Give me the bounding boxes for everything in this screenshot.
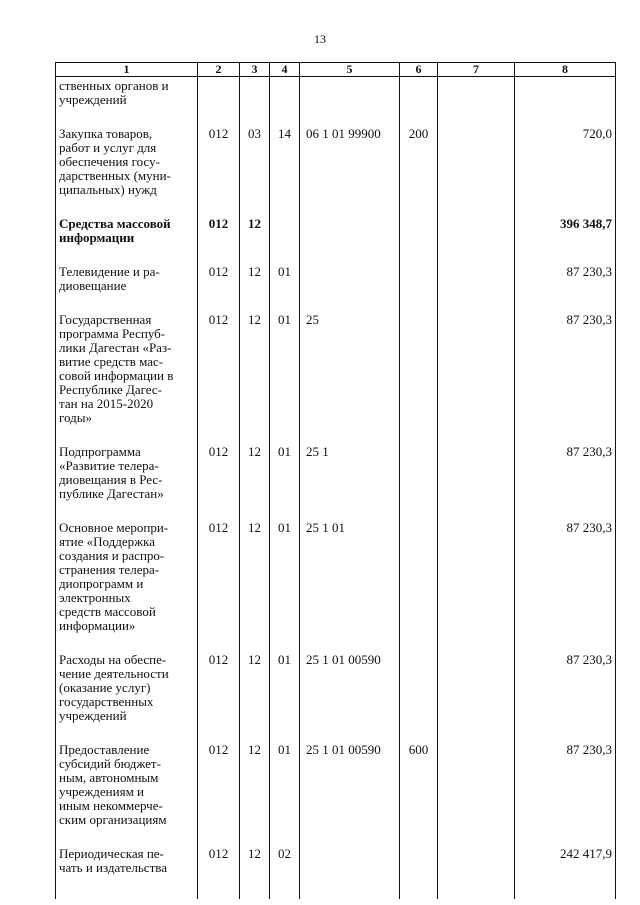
column-header-6: 6 [400,63,438,77]
spacer-cell [438,875,515,899]
row-name-line: годы» [59,410,92,425]
spacer-cell [515,293,616,313]
column-header-7: 7 [438,63,515,77]
spacer-cell [270,425,300,445]
spacer-cell [400,723,438,743]
expense-type-code [400,313,438,425]
row-name-line: субсидий бюджет- [59,756,161,771]
spacer-cell [198,875,240,899]
row-name-line: дарственных (муни- [59,168,171,183]
row-spacer [56,501,616,521]
section-code: 12 [240,847,270,875]
row-name [56,521,198,633]
row-name-line: чать и издательства [59,860,167,875]
admin-code: 012 [198,445,240,501]
spacer-cell [198,827,240,847]
subsection-code [270,217,300,245]
row-name-line: Средства массовой [59,216,171,231]
spacer-cell [198,425,240,445]
spacer-cell [300,827,400,847]
subsection-code: 02 [270,847,300,875]
spacer-cell [56,107,198,127]
amount: 396 348,7 [515,217,616,245]
admin-code: 012 [198,521,240,633]
row-name-line: «Развитие телера- [59,458,159,473]
spacer-cell [240,633,270,653]
spacer-cell [438,197,515,217]
spacer-cell [515,875,616,899]
subsection-code: 14 [270,127,300,197]
spacer-cell [56,501,198,521]
expense-type-code [400,847,438,875]
spacer-cell [438,425,515,445]
row-spacer [56,723,616,743]
spacer-cell [400,875,438,899]
spacer-cell [198,197,240,217]
section-code [240,77,270,108]
column-7-value [438,265,515,293]
target-article-code [300,77,400,108]
table-header [56,63,616,77]
admin-code: 012 [198,127,240,197]
spacer-cell [270,501,300,521]
target-article-code: 25 1 01 00590 [300,743,400,827]
subsection-code: 01 [270,521,300,633]
row-name-line: Телевидение и ра- [59,264,160,279]
column-7-value [438,217,515,245]
row-name-line: государственных [59,694,154,709]
spacer-cell [300,633,400,653]
target-article-code [300,217,400,245]
column-7-value [438,653,515,723]
row-name-line: ным, автономным [59,770,159,785]
column-7-value [438,521,515,633]
expense-type-code [400,77,438,108]
amount: 87 230,3 [515,521,616,633]
spacer-cell [400,633,438,653]
subsection-code [270,77,300,108]
spacer-cell [300,425,400,445]
spacer-cell [438,827,515,847]
spacer-cell [240,425,270,445]
expense-type-code: 200 [400,127,438,197]
row-spacer [56,245,616,265]
amount: 87 230,3 [515,653,616,723]
subsection-code: 01 [270,265,300,293]
row-name-line: учреждений [59,708,127,723]
row-name-line: диовещания в Рес- [59,472,163,487]
budget-table [55,62,616,899]
row-spacer [56,827,616,847]
spacer-cell [240,723,270,743]
row-spacer [56,197,616,217]
table-row [56,127,616,197]
expense-type-code [400,265,438,293]
spacer-cell [400,425,438,445]
row-name-line: создания и распро- [59,548,165,563]
table-row [56,77,616,108]
row-name-line: работ и услуг для [59,140,157,155]
row-spacer [56,633,616,653]
table-row [56,265,616,293]
row-spacer [56,107,616,127]
spacer-cell [300,501,400,521]
admin-code: 012 [198,847,240,875]
amount: 242 417,9 [515,847,616,875]
page-number: 13 [314,32,326,46]
column-header-3: 3 [240,63,270,77]
spacer-cell [198,293,240,313]
row-name-line: Республике Дагес- [59,382,162,397]
spacer-cell [270,245,300,265]
column-7-value [438,313,515,425]
spacer-cell [270,875,300,899]
expense-type-code [400,653,438,723]
spacer-cell [198,107,240,127]
admin-code: 012 [198,265,240,293]
column-header-5: 5 [300,63,400,77]
spacer-cell [198,633,240,653]
spacer-cell [300,245,400,265]
spacer-cell [240,197,270,217]
expense-type-code [400,445,438,501]
column-header-4: 4 [270,63,300,77]
spacer-cell [438,107,515,127]
row-name [56,217,198,245]
row-name-line: странения телера- [59,562,160,577]
target-article-code: 25 1 01 [300,521,400,633]
spacer-cell [515,197,616,217]
target-article-code [300,847,400,875]
expense-type-code [400,217,438,245]
spacer-cell [400,107,438,127]
subsection-code: 01 [270,743,300,827]
target-article-code: 25 1 01 00590 [300,653,400,723]
spacer-cell [515,425,616,445]
row-spacer [56,425,616,445]
column-header-8: 8 [515,63,616,77]
row-name-line: Закупка товаров, [59,126,153,141]
spacer-cell [300,875,400,899]
section-code: 03 [240,127,270,197]
row-name-line: ским организациям [59,812,167,827]
target-article-code: 06 1 01 99900 [300,127,400,197]
column-header-1: 1 [56,63,198,77]
amount [515,77,616,108]
spacer-cell [515,107,616,127]
spacer-cell [198,723,240,743]
section-code: 12 [240,217,270,245]
row-name-line: ственных органов и [59,78,169,93]
row-name-line: Подпрограмма [59,444,141,459]
section-code: 12 [240,265,270,293]
amount: 720,0 [515,127,616,197]
target-article-code: 25 1 [300,445,400,501]
row-name-line: чение деятельности [59,666,169,681]
spacer-cell [198,245,240,265]
column-header-2: 2 [198,63,240,77]
amount: 87 230,3 [515,743,616,827]
admin-code: 012 [198,653,240,723]
spacer-cell [56,425,198,445]
row-name-line: публике Дагестан» [59,486,164,501]
spacer-cell [56,245,198,265]
table-row [56,445,616,501]
spacer-cell [56,723,198,743]
spacer-cell [438,501,515,521]
spacer-cell [270,827,300,847]
row-name-line: программа Респуб- [59,326,166,341]
section-code: 12 [240,313,270,425]
spacer-cell [300,107,400,127]
row-name-line: лики Дагестан «Раз- [59,340,172,355]
column-7-value [438,77,515,108]
spacer-cell [300,723,400,743]
spacer-cell [438,245,515,265]
spacer-cell [515,633,616,653]
row-name-line: Периодическая пе- [59,846,164,861]
spacer-cell [240,875,270,899]
row-name-line: Основное меропри- [59,520,169,535]
subsection-code: 01 [270,653,300,723]
target-article-code: 25 [300,313,400,425]
row-name-line: Предоставление [59,742,150,757]
spacer-cell [400,501,438,521]
spacer-cell [56,827,198,847]
subsection-code: 01 [270,313,300,425]
column-7-value [438,445,515,501]
row-name [56,653,198,723]
row-name-line: средств массовой [59,604,156,619]
spacer-cell [515,723,616,743]
spacer-cell [515,827,616,847]
expense-type-code [400,521,438,633]
spacer-cell [438,633,515,653]
section-code: 12 [240,445,270,501]
amount: 87 230,3 [515,445,616,501]
column-7-value [438,127,515,197]
spacer-cell [400,245,438,265]
row-name-line: Расходы на обеспе- [59,652,167,667]
table-row [56,847,616,875]
column-7-value [438,847,515,875]
table-row [56,217,616,245]
spacer-cell [198,501,240,521]
row-name-line: электронных [59,590,131,605]
spacer-cell [270,107,300,127]
row-spacer [56,875,616,899]
row-name-line: диопрограмм и [59,576,144,591]
row-name [56,77,198,108]
row-name-line: (оказание услуг) [59,680,151,695]
row-name-line: учреждениям и [59,784,145,799]
spacer-cell [400,827,438,847]
spacer-cell [56,293,198,313]
table-row [56,653,616,723]
row-name-line: тан на 2015-2020 [59,396,154,411]
table-row [56,313,616,425]
table-body [56,77,616,900]
row-name [56,847,198,875]
amount: 87 230,3 [515,265,616,293]
spacer-cell [400,293,438,313]
subsection-code: 01 [270,445,300,501]
row-name [56,313,198,425]
expense-type-code: 600 [400,743,438,827]
spacer-cell [240,107,270,127]
admin-code: 012 [198,217,240,245]
spacer-cell [56,197,198,217]
spacer-cell [400,197,438,217]
row-name-line: Государственная [59,312,152,327]
row-name-line: учреждений [59,92,127,107]
spacer-cell [240,245,270,265]
spacer-cell [240,501,270,521]
row-name-line: диовещание [59,278,127,293]
row-name-line: ятие «Поддержка [59,534,156,549]
row-name-line: витие средств мас- [59,354,164,369]
row-name [56,265,198,293]
row-name-line: информации» [59,618,136,633]
row-spacer [56,293,616,313]
spacer-cell [240,827,270,847]
row-name-line: иным некоммерче- [59,798,163,813]
row-name-line: ципальных) нужд [59,182,157,197]
spacer-cell [300,197,400,217]
table-row [56,743,616,827]
row-name [56,127,198,197]
spacer-cell [56,875,198,899]
amount: 87 230,3 [515,313,616,425]
table-row [56,521,616,633]
row-name-line: информации [59,230,135,245]
target-article-code [300,265,400,293]
spacer-cell [270,723,300,743]
spacer-cell [515,501,616,521]
spacer-cell [438,293,515,313]
spacer-cell [270,197,300,217]
section-code: 12 [240,653,270,723]
row-name [56,743,198,827]
column-7-value [438,743,515,827]
row-name [56,445,198,501]
spacer-cell [270,293,300,313]
spacer-cell [240,293,270,313]
row-name-line: обеспечения госу- [59,154,160,169]
admin-code: 012 [198,313,240,425]
spacer-cell [270,633,300,653]
row-name-line: совой информации в [59,368,174,383]
section-code: 12 [240,743,270,827]
admin-code: 012 [198,743,240,827]
admin-code [198,77,240,108]
spacer-cell [438,723,515,743]
section-code: 12 [240,521,270,633]
spacer-cell [300,293,400,313]
spacer-cell [515,245,616,265]
spacer-cell [56,633,198,653]
